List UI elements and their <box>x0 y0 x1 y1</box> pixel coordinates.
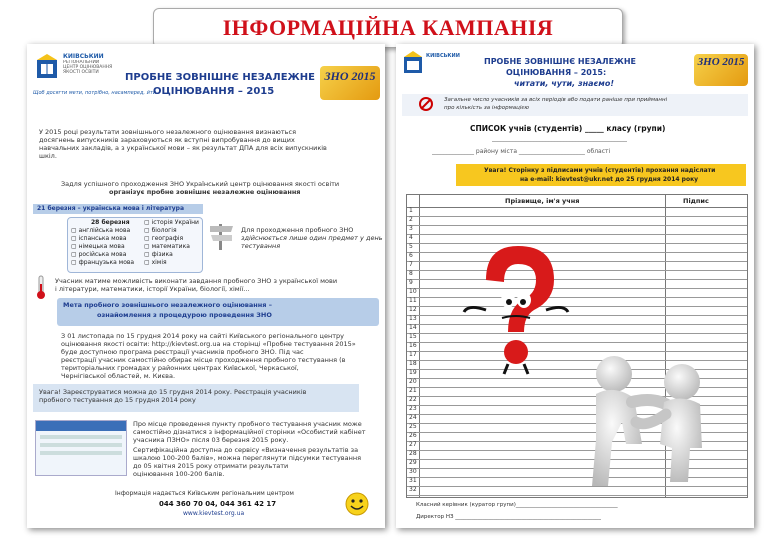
row-number: 14 <box>409 324 417 331</box>
left-heading-2: ОЦІНЮВАННЯ – 2015 <box>153 86 275 97</box>
row-number: 30 <box>409 468 417 475</box>
right-logo-text: КИЇВСЬКИЙ <box>426 53 460 59</box>
row-number: 27 <box>409 441 417 448</box>
subject-item: ▢ хімія <box>144 259 167 266</box>
zno-badge: ЗНО 2015 <box>694 54 748 86</box>
website-thumbnail <box>35 420 127 476</box>
goal-line2: ознайомлення з процедурою проведення ЗНО <box>97 311 272 319</box>
left-p2-line2: організує пробне зовнішнє незалежне оцінювання <box>109 188 301 196</box>
subject-item: ▢ іспанська мова <box>71 235 127 242</box>
row-number: 15 <box>409 333 417 340</box>
left-p6-line2: самостійно дізнатися з інформаційної сторінки «Особистий кабінет <box>133 428 366 436</box>
left-p1-line1: У 2015 році результати зовнішнього незалежного оцінювання визнаються <box>39 128 296 136</box>
row-number: 8 <box>409 270 413 277</box>
thermometer-icon <box>35 274 47 300</box>
left-p6-line1: Про місце проведення пункту пробного тестування учасник може <box>133 420 362 428</box>
row-number: 13 <box>409 315 417 322</box>
row-number: 21 <box>409 387 417 394</box>
right-flyer-page <box>396 44 754 528</box>
left-p4-line2: оцінювання якості освіти: http://kievtest.org.ua на сторінці «Пробне тестування 2015» <box>61 340 356 348</box>
sidebox-line2: здійснюється лише один предмет у день <box>241 234 383 242</box>
row-number: 24 <box>409 414 417 421</box>
left-p6-line3: учасника ПЗНО» після 03 березня 2015 року. <box>133 436 289 444</box>
left-p5-line1: Увага! Зареєструватися можна до 15 грудня 2014 року. Реєстрація учасників <box>39 388 307 396</box>
left-p4-line5: територіальних громадах у районних центрах Київської, Черкаської, <box>61 364 299 372</box>
left-p1-line4: шкіл. <box>39 152 57 160</box>
right-heading-1: ПРОБНЕ ЗОВНІШНЄ НЕЗАЛЕЖНЕ <box>484 57 636 66</box>
warning-line1: Увага! Сторінку з підписами учнів (студентів) прохання надіслати <box>484 167 716 174</box>
row-number: 17 <box>409 351 417 358</box>
question-mark-character-icon <box>456 240 576 376</box>
row-number: 28 <box>409 450 417 457</box>
subject-item: ▢ математика <box>144 243 190 250</box>
left-p4-line1: З 01 листопада по 15 грудня 2014 року на сайті Київського регіонального центру <box>61 332 344 340</box>
left-p6-line6: до 05 квітня 2015 року отримати результати <box>133 462 289 470</box>
left-p2-line1: Задля успішного проходження ЗНО Український центр оцінювання якості освіти <box>61 180 340 188</box>
left-logo-text: КИЇВСЬКИЙ <box>63 53 104 60</box>
left-p1-line3: навчальних закладів, а з української мови – як результат ДПА для всіх випускників <box>39 144 327 152</box>
left-flyer-page <box>27 44 385 528</box>
left-p4-line4: реєстрації учасник самостійно обирає місце проходження пробного тестування (в <box>61 356 346 364</box>
left-p6-line5: шкалою 100-200 балів», можна переглянути підсумки тестування <box>133 454 362 462</box>
left-p3-line1: Учасник матиме можливість виконати завдання пробного ЗНО з української мови <box>55 277 338 285</box>
row-number: 12 <box>409 306 417 313</box>
row-number: 20 <box>409 378 417 385</box>
row-number: 5 <box>409 243 413 250</box>
left-p5-line2: пробного тестування до 15 грудня 2014 року <box>39 396 196 404</box>
row-number: 32 <box>409 486 417 493</box>
left-heading-1: ПРОБНЕ ЗОВНІШНЄ НЕЗАЛЕЖНЕ <box>125 72 315 83</box>
row-number: 23 <box>409 405 417 412</box>
dates-head: 21 березня – українська мова і література <box>37 205 184 212</box>
left-p6-line4: Сертифікаційна доступна до сервісу «Визначення результатів за <box>133 446 359 454</box>
right-heading-3: читати, чути, знаємо! <box>514 79 614 88</box>
goal-line1: Мета пробного зовнішнього незалежного оцінювання – <box>63 301 272 309</box>
subject-item: ▢ фізика <box>144 251 173 258</box>
page-title: ІНФОРМАЦІЙНА КАМПАНІЯ <box>222 15 554 40</box>
list-address: ______________ району міста ______________________ області <box>432 148 611 155</box>
subject-item: ▢ російська мова <box>71 251 127 258</box>
row-number: 4 <box>409 234 413 241</box>
forbidden-icon <box>418 96 434 112</box>
row-number: 18 <box>409 360 417 367</box>
left-logo-sub: РЕГІОНАЛЬНИЙ ЦЕНТР ОЦІНЮВАННЯ ЯКОСТІ ОСВІТИ <box>63 60 113 75</box>
subject-item: ▢ біологія <box>144 227 177 234</box>
row-number: 7 <box>409 261 413 268</box>
left-p4-line3: буде доступною програма реєстрації учасників пробного ЗНО. Під час <box>61 348 304 356</box>
notice-line1: Загальне число учасників за всіх періодів або подати раніше при прийманні <box>444 97 668 103</box>
left-p6-line7: оцінювання 100-200 балів. <box>133 470 225 478</box>
left-p3-line2: і літератури, математики, історії України, біології, хімії... <box>55 285 250 293</box>
footer-teacher: Класний керівник (куратор групи)_____________________________________ <box>416 502 618 508</box>
left-footer-3: www.kievtest.org.ua <box>183 510 245 517</box>
col-name-header: Прізвище, ім'я учня <box>505 197 580 205</box>
left-footer-1: Інформація надається Київським регіональним центром <box>115 490 294 497</box>
subjects-list-b <box>144 219 199 267</box>
signpost-icon <box>207 220 235 250</box>
row-number: 22 <box>409 396 417 403</box>
book-logo-icon <box>402 50 424 76</box>
smiley-icon <box>345 492 369 516</box>
row-number: 29 <box>409 459 417 466</box>
row-number: 11 <box>409 297 417 304</box>
row-number: 3 <box>409 225 413 232</box>
subject-item: ▢ німецька мова <box>71 243 125 250</box>
row-number: 16 <box>409 342 417 349</box>
col-sign-header: Підпис <box>683 197 709 205</box>
zno-badge: ЗНО 2015 <box>320 66 380 100</box>
date-2: 28 березня <box>91 219 130 226</box>
row-number: 6 <box>409 252 413 259</box>
people-figures-icon <box>576 344 726 494</box>
sidebox-line3: тестування <box>241 242 281 250</box>
right-heading-2: ОЦІНЮВАННЯ – 2015: <box>506 68 607 77</box>
row-number: 2 <box>409 216 413 223</box>
row-number: 1 <box>409 207 413 214</box>
subject-item: ▢ історія України <box>144 219 199 226</box>
subject-item: ▢ географія <box>144 235 184 242</box>
left-p1-line2: досягнень випускників зараховуються як вступні випробування до вищих <box>39 136 295 144</box>
footer-director: Директор НЗ _____________________________________________________ <box>416 514 602 520</box>
subjects-list-a <box>71 227 134 267</box>
sidebox-line1: Для проходження пробного ЗНО <box>241 226 354 234</box>
page-title-box <box>153 8 623 48</box>
left-tagline: Щоб досягти мети, потрібно, насамперед, йти <box>33 90 156 96</box>
row-number: 31 <box>409 477 417 484</box>
row-number: 26 <box>409 432 417 439</box>
row-number: 9 <box>409 279 413 286</box>
book-logo-icon <box>35 52 61 82</box>
notice-line2: про кількість за інформацією <box>444 105 530 111</box>
left-footer-2: 044 360 70 04, 044 361 42 17 <box>159 500 277 508</box>
subject-item: ▢ англійська мова <box>71 227 131 234</box>
list-sub: _____________________________________________ <box>492 135 627 142</box>
list-title: СПИСОК учнів (студентів) _____ класу (групи) <box>470 124 666 133</box>
left-p4-line6: Чернігівської областей, м. Києва. <box>61 372 176 380</box>
row-number: 19 <box>409 369 417 376</box>
subject-item: ▢ французька мова <box>71 259 135 266</box>
warning-line2: на e-mail: kievtest@ukr.net до 25 грудня 2014 року <box>520 176 699 183</box>
row-number: 10 <box>409 288 417 295</box>
row-number: 25 <box>409 423 417 430</box>
